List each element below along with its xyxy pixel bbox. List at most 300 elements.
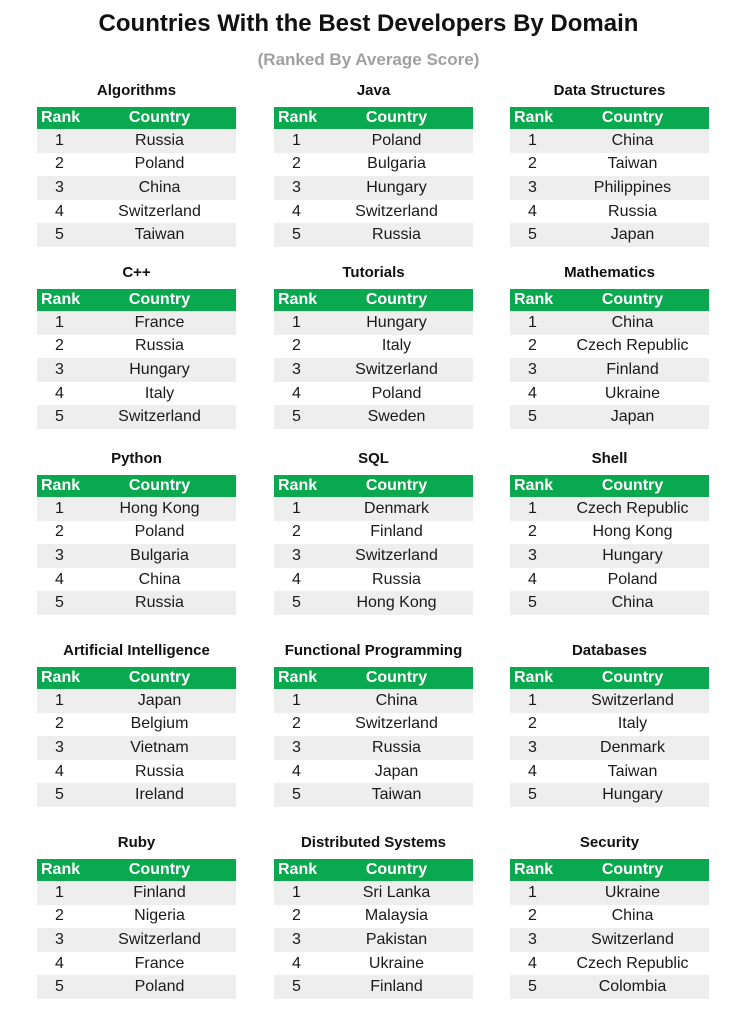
- country-cell: Taiwan: [83, 223, 236, 247]
- table-row: [37, 783, 236, 807]
- rank-cell: 4: [510, 382, 556, 406]
- domain-title: Security: [579, 834, 640, 851]
- country-cell: Hong Kong: [556, 521, 709, 545]
- country-cell: China: [556, 591, 709, 615]
- country-cell: Italy: [83, 382, 236, 406]
- domain-title: Artificial Intelligence: [63, 642, 210, 659]
- rank-cell: 3: [274, 176, 320, 200]
- rank-header: Rank: [274, 107, 320, 129]
- rank-cell: 1: [274, 311, 320, 335]
- table-row: [274, 223, 473, 247]
- table-row: [510, 568, 709, 592]
- rank-header: Rank: [510, 107, 556, 129]
- country-header: Country: [556, 107, 709, 129]
- table-row: [510, 975, 709, 999]
- rank-cell: 2: [510, 713, 556, 737]
- rank-cell: 5: [37, 975, 83, 999]
- table-row: [274, 544, 473, 568]
- domain-title: Mathematics: [564, 264, 655, 281]
- ranking-table: [37, 667, 236, 807]
- rank-cell: 3: [37, 928, 83, 952]
- table-row: [37, 521, 236, 545]
- rank-cell: 5: [510, 975, 556, 999]
- table-row: [510, 497, 709, 521]
- country-header: Country: [556, 667, 709, 689]
- domain-title: Shell: [591, 450, 628, 467]
- domain-title: Functional Programming: [284, 642, 463, 659]
- domain-title: Python: [111, 450, 162, 467]
- rank-cell: 5: [37, 591, 83, 615]
- table-row: [37, 544, 236, 568]
- table-row: [510, 760, 709, 784]
- country-cell: Switzerland: [556, 689, 709, 713]
- table-header-row: [510, 289, 709, 311]
- table-row: [37, 153, 236, 177]
- country-cell: Poland: [83, 153, 236, 177]
- country-cell: France: [83, 311, 236, 335]
- domain-title: Data Structures: [553, 82, 666, 99]
- country-cell: Denmark: [320, 497, 473, 521]
- country-cell: Sri Lanka: [320, 881, 473, 905]
- rank-cell: 4: [510, 200, 556, 224]
- rank-header: Rank: [510, 859, 556, 881]
- table-row: [274, 335, 473, 359]
- country-cell: Switzerland: [83, 200, 236, 224]
- ranking-table: [274, 667, 473, 807]
- table-row: [37, 382, 236, 406]
- table-row: [510, 521, 709, 545]
- ranking-table: [510, 475, 709, 615]
- rank-cell: 2: [37, 521, 83, 545]
- country-header: Country: [556, 859, 709, 881]
- country-cell: Nigeria: [83, 905, 236, 929]
- rank-cell: 3: [37, 176, 83, 200]
- country-cell: Russia: [83, 129, 236, 153]
- rank-cell: 5: [274, 975, 320, 999]
- rank-cell: 2: [37, 713, 83, 737]
- ranking-table: [274, 289, 473, 429]
- ranking-table: [274, 475, 473, 615]
- rank-cell: 1: [274, 881, 320, 905]
- country-cell: Hong Kong: [83, 497, 236, 521]
- table-row: [510, 153, 709, 177]
- table-row: [274, 713, 473, 737]
- rank-header: Rank: [510, 289, 556, 311]
- country-cell: Ukraine: [556, 382, 709, 406]
- country-header: Country: [320, 289, 473, 311]
- country-cell: Hungary: [320, 311, 473, 335]
- table-row: [510, 335, 709, 359]
- ranking-table: [510, 667, 709, 807]
- rank-cell: 2: [274, 153, 320, 177]
- country-cell: Finland: [320, 521, 473, 545]
- table-row: [37, 736, 236, 760]
- table-row: [510, 129, 709, 153]
- table-row: [37, 223, 236, 247]
- country-cell: Russia: [320, 223, 473, 247]
- table-row: [274, 975, 473, 999]
- country-cell: Poland: [320, 382, 473, 406]
- country-cell: Italy: [556, 713, 709, 737]
- table-row: [510, 405, 709, 429]
- rank-cell: 2: [274, 335, 320, 359]
- country-cell: Japan: [556, 405, 709, 429]
- rank-cell: 1: [274, 497, 320, 521]
- table-row: [274, 881, 473, 905]
- country-header: Country: [83, 289, 236, 311]
- country-cell: Japan: [83, 689, 236, 713]
- rank-header: Rank: [510, 475, 556, 497]
- country-header: Country: [320, 667, 473, 689]
- country-cell: Switzerland: [320, 200, 473, 224]
- rank-cell: 3: [274, 358, 320, 382]
- rank-cell: 1: [37, 689, 83, 713]
- table-row: [274, 176, 473, 200]
- table-row: [37, 713, 236, 737]
- ranking-table: [510, 107, 709, 247]
- table-row: [37, 497, 236, 521]
- country-header: Country: [556, 475, 709, 497]
- rank-cell: 3: [37, 736, 83, 760]
- rank-cell: 4: [274, 200, 320, 224]
- country-cell: Czech Republic: [556, 335, 709, 359]
- rank-cell: 1: [510, 881, 556, 905]
- rank-cell: 3: [274, 928, 320, 952]
- rank-cell: 2: [510, 905, 556, 929]
- country-cell: Switzerland: [320, 544, 473, 568]
- rank-cell: 3: [510, 544, 556, 568]
- country-cell: Switzerland: [83, 405, 236, 429]
- table-header-row: [510, 107, 709, 129]
- ranking-table: [37, 475, 236, 615]
- country-cell: Hungary: [556, 783, 709, 807]
- rank-cell: 1: [37, 129, 83, 153]
- table-row: [37, 905, 236, 929]
- country-cell: Ukraine: [556, 881, 709, 905]
- country-cell: Colombia: [556, 975, 709, 999]
- rank-cell: 1: [510, 129, 556, 153]
- rank-cell: 4: [37, 568, 83, 592]
- table-row: [37, 689, 236, 713]
- country-cell: China: [83, 176, 236, 200]
- domain-title: Ruby: [117, 834, 156, 851]
- country-cell: Russia: [83, 591, 236, 615]
- table-row: [37, 952, 236, 976]
- rank-cell: 5: [510, 223, 556, 247]
- country-cell: Hungary: [83, 358, 236, 382]
- table-row: [37, 881, 236, 905]
- table-header-row: [274, 475, 473, 497]
- rank-cell: 2: [510, 335, 556, 359]
- rank-cell: 4: [37, 760, 83, 784]
- country-cell: Pakistan: [320, 928, 473, 952]
- domain-title: C++: [122, 264, 151, 281]
- table-row: [37, 568, 236, 592]
- table-row: [510, 881, 709, 905]
- rank-cell: 2: [37, 905, 83, 929]
- country-cell: Poland: [83, 521, 236, 545]
- rank-cell: 1: [274, 129, 320, 153]
- country-cell: China: [83, 568, 236, 592]
- ranking-table: [37, 289, 236, 429]
- rank-cell: 5: [37, 405, 83, 429]
- country-cell: Switzerland: [556, 928, 709, 952]
- country-header: Country: [83, 667, 236, 689]
- rank-cell: 4: [274, 568, 320, 592]
- table-row: [37, 760, 236, 784]
- table-row: [510, 736, 709, 760]
- country-cell: Poland: [83, 975, 236, 999]
- table-row: [37, 129, 236, 153]
- country-cell: Vietnam: [83, 736, 236, 760]
- country-cell: China: [556, 311, 709, 335]
- country-header: Country: [83, 475, 236, 497]
- rank-cell: 3: [510, 358, 556, 382]
- rank-cell: 1: [274, 689, 320, 713]
- rank-cell: 4: [274, 952, 320, 976]
- table-row: [274, 311, 473, 335]
- rank-cell: 5: [274, 783, 320, 807]
- table-row: [510, 689, 709, 713]
- country-cell: Ukraine: [320, 952, 473, 976]
- rank-header: Rank: [510, 667, 556, 689]
- table-row: [274, 129, 473, 153]
- table-row: [510, 783, 709, 807]
- country-cell: Italy: [320, 335, 473, 359]
- country-cell: Poland: [556, 568, 709, 592]
- rank-cell: 4: [510, 952, 556, 976]
- country-cell: China: [556, 905, 709, 929]
- ranking-table: [274, 107, 473, 247]
- country-cell: Switzerland: [83, 928, 236, 952]
- rank-header: Rank: [274, 289, 320, 311]
- rank-cell: 3: [37, 544, 83, 568]
- rank-cell: 5: [510, 405, 556, 429]
- rank-header: Rank: [37, 107, 83, 129]
- table-header-row: [510, 475, 709, 497]
- table-row: [274, 200, 473, 224]
- table-row: [274, 568, 473, 592]
- country-cell: Philippines: [556, 176, 709, 200]
- rank-cell: 2: [37, 335, 83, 359]
- table-row: [274, 952, 473, 976]
- table-row: [274, 591, 473, 615]
- country-header: Country: [83, 859, 236, 881]
- table-row: [510, 905, 709, 929]
- country-cell: Denmark: [556, 736, 709, 760]
- rank-cell: 2: [274, 521, 320, 545]
- domain-title: Databases: [571, 642, 648, 659]
- country-cell: Czech Republic: [556, 497, 709, 521]
- country-cell: China: [556, 129, 709, 153]
- table-row: [37, 405, 236, 429]
- page-subtitle: (Ranked By Average Score): [257, 50, 480, 69]
- domain-title: Algorithms: [96, 82, 177, 99]
- table-row: [274, 382, 473, 406]
- country-cell: Hungary: [556, 544, 709, 568]
- rank-cell: 1: [37, 311, 83, 335]
- table-row: [274, 358, 473, 382]
- table-row: [510, 358, 709, 382]
- domain-title: Tutorials: [342, 264, 405, 281]
- table-header-row: [37, 107, 236, 129]
- table-row: [510, 928, 709, 952]
- rank-cell: 1: [37, 881, 83, 905]
- country-cell: Bulgaria: [320, 153, 473, 177]
- table-row: [37, 358, 236, 382]
- table-row: [510, 311, 709, 335]
- country-cell: Belgium: [83, 713, 236, 737]
- table-row: [37, 975, 236, 999]
- table-row: [37, 335, 236, 359]
- rank-header: Rank: [37, 475, 83, 497]
- rank-cell: 1: [510, 497, 556, 521]
- rank-cell: 4: [510, 568, 556, 592]
- rank-cell: 2: [510, 521, 556, 545]
- rank-cell: 1: [510, 311, 556, 335]
- rank-header: Rank: [37, 859, 83, 881]
- country-cell: Taiwan: [320, 783, 473, 807]
- table-row: [37, 176, 236, 200]
- rank-cell: 2: [274, 905, 320, 929]
- country-cell: Sweden: [320, 405, 473, 429]
- table-row: [510, 591, 709, 615]
- table-header-row: [510, 859, 709, 881]
- ranking-table: [510, 859, 709, 999]
- rank-cell: 1: [510, 689, 556, 713]
- rank-header: Rank: [274, 667, 320, 689]
- table-header-row: [37, 475, 236, 497]
- rank-cell: 2: [510, 153, 556, 177]
- country-cell: Japan: [320, 760, 473, 784]
- country-cell: Hungary: [320, 176, 473, 200]
- ranking-table: [274, 859, 473, 999]
- country-cell: Finland: [320, 975, 473, 999]
- country-cell: China: [320, 689, 473, 713]
- rank-header: Rank: [37, 289, 83, 311]
- ranking-table: [510, 289, 709, 429]
- table-row: [37, 200, 236, 224]
- rank-cell: 5: [274, 223, 320, 247]
- table-row: [274, 405, 473, 429]
- table-header-row: [37, 859, 236, 881]
- rank-cell: 4: [37, 382, 83, 406]
- country-header: Country: [320, 107, 473, 129]
- rank-cell: 3: [510, 928, 556, 952]
- country-cell: Switzerland: [320, 358, 473, 382]
- country-cell: Japan: [556, 223, 709, 247]
- rank-cell: 2: [37, 153, 83, 177]
- country-cell: France: [83, 952, 236, 976]
- country-cell: Poland: [320, 129, 473, 153]
- country-cell: Taiwan: [556, 153, 709, 177]
- table-row: [37, 591, 236, 615]
- rank-cell: 4: [37, 200, 83, 224]
- country-cell: Switzerland: [320, 713, 473, 737]
- country-cell: Taiwan: [556, 760, 709, 784]
- table-row: [274, 783, 473, 807]
- table-row: [37, 311, 236, 335]
- rank-cell: 1: [37, 497, 83, 521]
- country-cell: Finland: [556, 358, 709, 382]
- table-header-row: [274, 289, 473, 311]
- rank-cell: 4: [274, 382, 320, 406]
- table-header-row: [274, 859, 473, 881]
- table-row: [510, 200, 709, 224]
- rank-cell: 5: [274, 591, 320, 615]
- country-header: Country: [83, 107, 236, 129]
- domain-title: Java: [356, 82, 391, 99]
- table-row: [37, 928, 236, 952]
- rank-cell: 4: [510, 760, 556, 784]
- rank-cell: 3: [510, 176, 556, 200]
- rank-cell: 5: [510, 783, 556, 807]
- page-title: Countries With the Best Developers By Domain: [98, 10, 639, 37]
- rank-cell: 3: [37, 358, 83, 382]
- table-header-row: [274, 107, 473, 129]
- rank-cell: 5: [37, 783, 83, 807]
- country-cell: Russia: [320, 736, 473, 760]
- rank-cell: 5: [274, 405, 320, 429]
- table-row: [510, 176, 709, 200]
- country-cell: Hong Kong: [320, 591, 473, 615]
- country-cell: Russia: [556, 200, 709, 224]
- rank-cell: 4: [274, 760, 320, 784]
- table-row: [510, 223, 709, 247]
- ranking-table: [37, 107, 236, 247]
- table-row: [274, 905, 473, 929]
- table-header-row: [37, 289, 236, 311]
- country-header: Country: [556, 289, 709, 311]
- rank-header: Rank: [274, 475, 320, 497]
- table-row: [274, 928, 473, 952]
- table-header-row: [510, 667, 709, 689]
- table-row: [274, 521, 473, 545]
- ranking-table: [37, 859, 236, 999]
- domain-title: SQL: [358, 450, 389, 467]
- country-header: Country: [320, 859, 473, 881]
- table-row: [510, 713, 709, 737]
- rank-cell: 2: [274, 713, 320, 737]
- table-row: [510, 952, 709, 976]
- country-cell: Finland: [83, 881, 236, 905]
- table-row: [510, 544, 709, 568]
- table-row: [274, 497, 473, 521]
- rank-header: Rank: [37, 667, 83, 689]
- rank-cell: 4: [37, 952, 83, 976]
- rank-header: Rank: [274, 859, 320, 881]
- country-cell: Russia: [83, 760, 236, 784]
- table-row: [274, 689, 473, 713]
- country-cell: Russia: [83, 335, 236, 359]
- country-cell: Ireland: [83, 783, 236, 807]
- table-row: [274, 736, 473, 760]
- country-cell: Russia: [320, 568, 473, 592]
- rank-cell: 3: [274, 736, 320, 760]
- table-row: [274, 760, 473, 784]
- rank-cell: 5: [510, 591, 556, 615]
- country-cell: Czech Republic: [556, 952, 709, 976]
- table-header-row: [274, 667, 473, 689]
- country-cell: Malaysia: [320, 905, 473, 929]
- domain-title: Distributed Systems: [300, 834, 447, 851]
- rank-cell: 5: [37, 223, 83, 247]
- country-header: Country: [320, 475, 473, 497]
- table-header-row: [37, 667, 236, 689]
- rank-cell: 3: [274, 544, 320, 568]
- country-cell: Bulgaria: [83, 544, 236, 568]
- table-row: [274, 153, 473, 177]
